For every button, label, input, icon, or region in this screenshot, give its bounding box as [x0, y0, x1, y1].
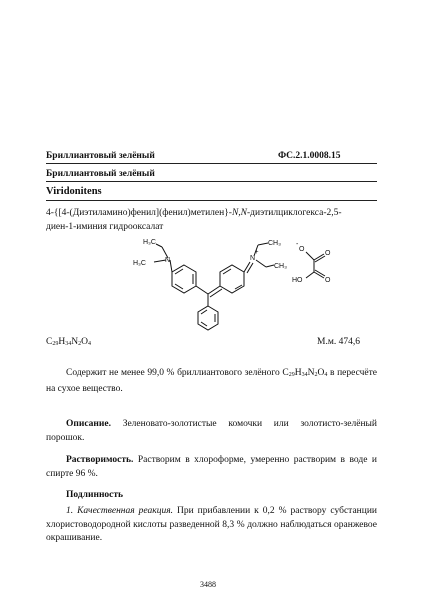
label-h3c-2: H₃C	[133, 260, 146, 267]
monograph-title: Бриллиантовый зелёный	[46, 151, 155, 161]
qualitative-reaction-paragraph: 1. Качественная реакция. При прибавлении к 0,2 % раствору субстанции хлористоводородной кислоты разведенной 8,3 % должно наблюдаться оранжевое окрашивание.	[46, 506, 377, 543]
description-paragraph: Описание. Зеленовато-золотистые комочки или золотисто-зелёный порошок.	[46, 419, 377, 443]
content-paragraph: Содержит не менее 99,0 % бриллиантового зелёного $C_{29}H_{34}N_2O_4$ в пересчёте на сухое вещество.	[46, 368, 377, 394]
chemical-name-line2: диен-1-иминия гидрооксалат	[46, 222, 164, 232]
label-ch3-top: CH₃	[268, 240, 281, 247]
monograph-code: ФС.2.1.0008.15	[278, 151, 341, 161]
page-number: 3488	[200, 580, 216, 589]
monograph-title-2: Бриллиантовый зелёный	[46, 169, 155, 179]
label-oxalate-o-top: O	[325, 250, 331, 257]
chemical-name-line1: 4-{[4-(Диэтиламино)фенил](фенил)метилен}-N,N-диэтилциклогекса-2,5-	[46, 208, 342, 218]
label-plus: +	[255, 250, 259, 256]
molecular-formula: $C_{29}H_{34}N_2O_4$	[46, 337, 91, 347]
authenticity-heading: Подлинность	[66, 490, 124, 500]
left-benzene-ring	[172, 265, 196, 293]
quinoid-ring	[220, 265, 244, 293]
label-n-left: N	[165, 257, 171, 264]
label-ch3-bottom: CH₃	[274, 263, 287, 270]
label-minus: -	[296, 241, 299, 248]
structural-formula	[132, 232, 392, 340]
label-n-right: N	[250, 255, 256, 262]
header-rule-2	[46, 181, 377, 182]
label-h3c-1: H₃C	[143, 239, 156, 246]
header-rule-3	[46, 200, 377, 201]
header-rule-1	[46, 163, 377, 164]
molecular-mass: М.м. 474,6	[317, 337, 360, 347]
solubility-paragraph: Растворимость. Растворим в хлороформе, умеренно растворим в воде и спирте 96 %.	[46, 455, 377, 479]
label-ho: HO	[292, 277, 303, 284]
label-oxalate-o-minus: O	[299, 246, 305, 253]
latin-title: Viridonitens	[46, 186, 102, 197]
label-oxalate-o-bottom: O	[325, 277, 331, 284]
